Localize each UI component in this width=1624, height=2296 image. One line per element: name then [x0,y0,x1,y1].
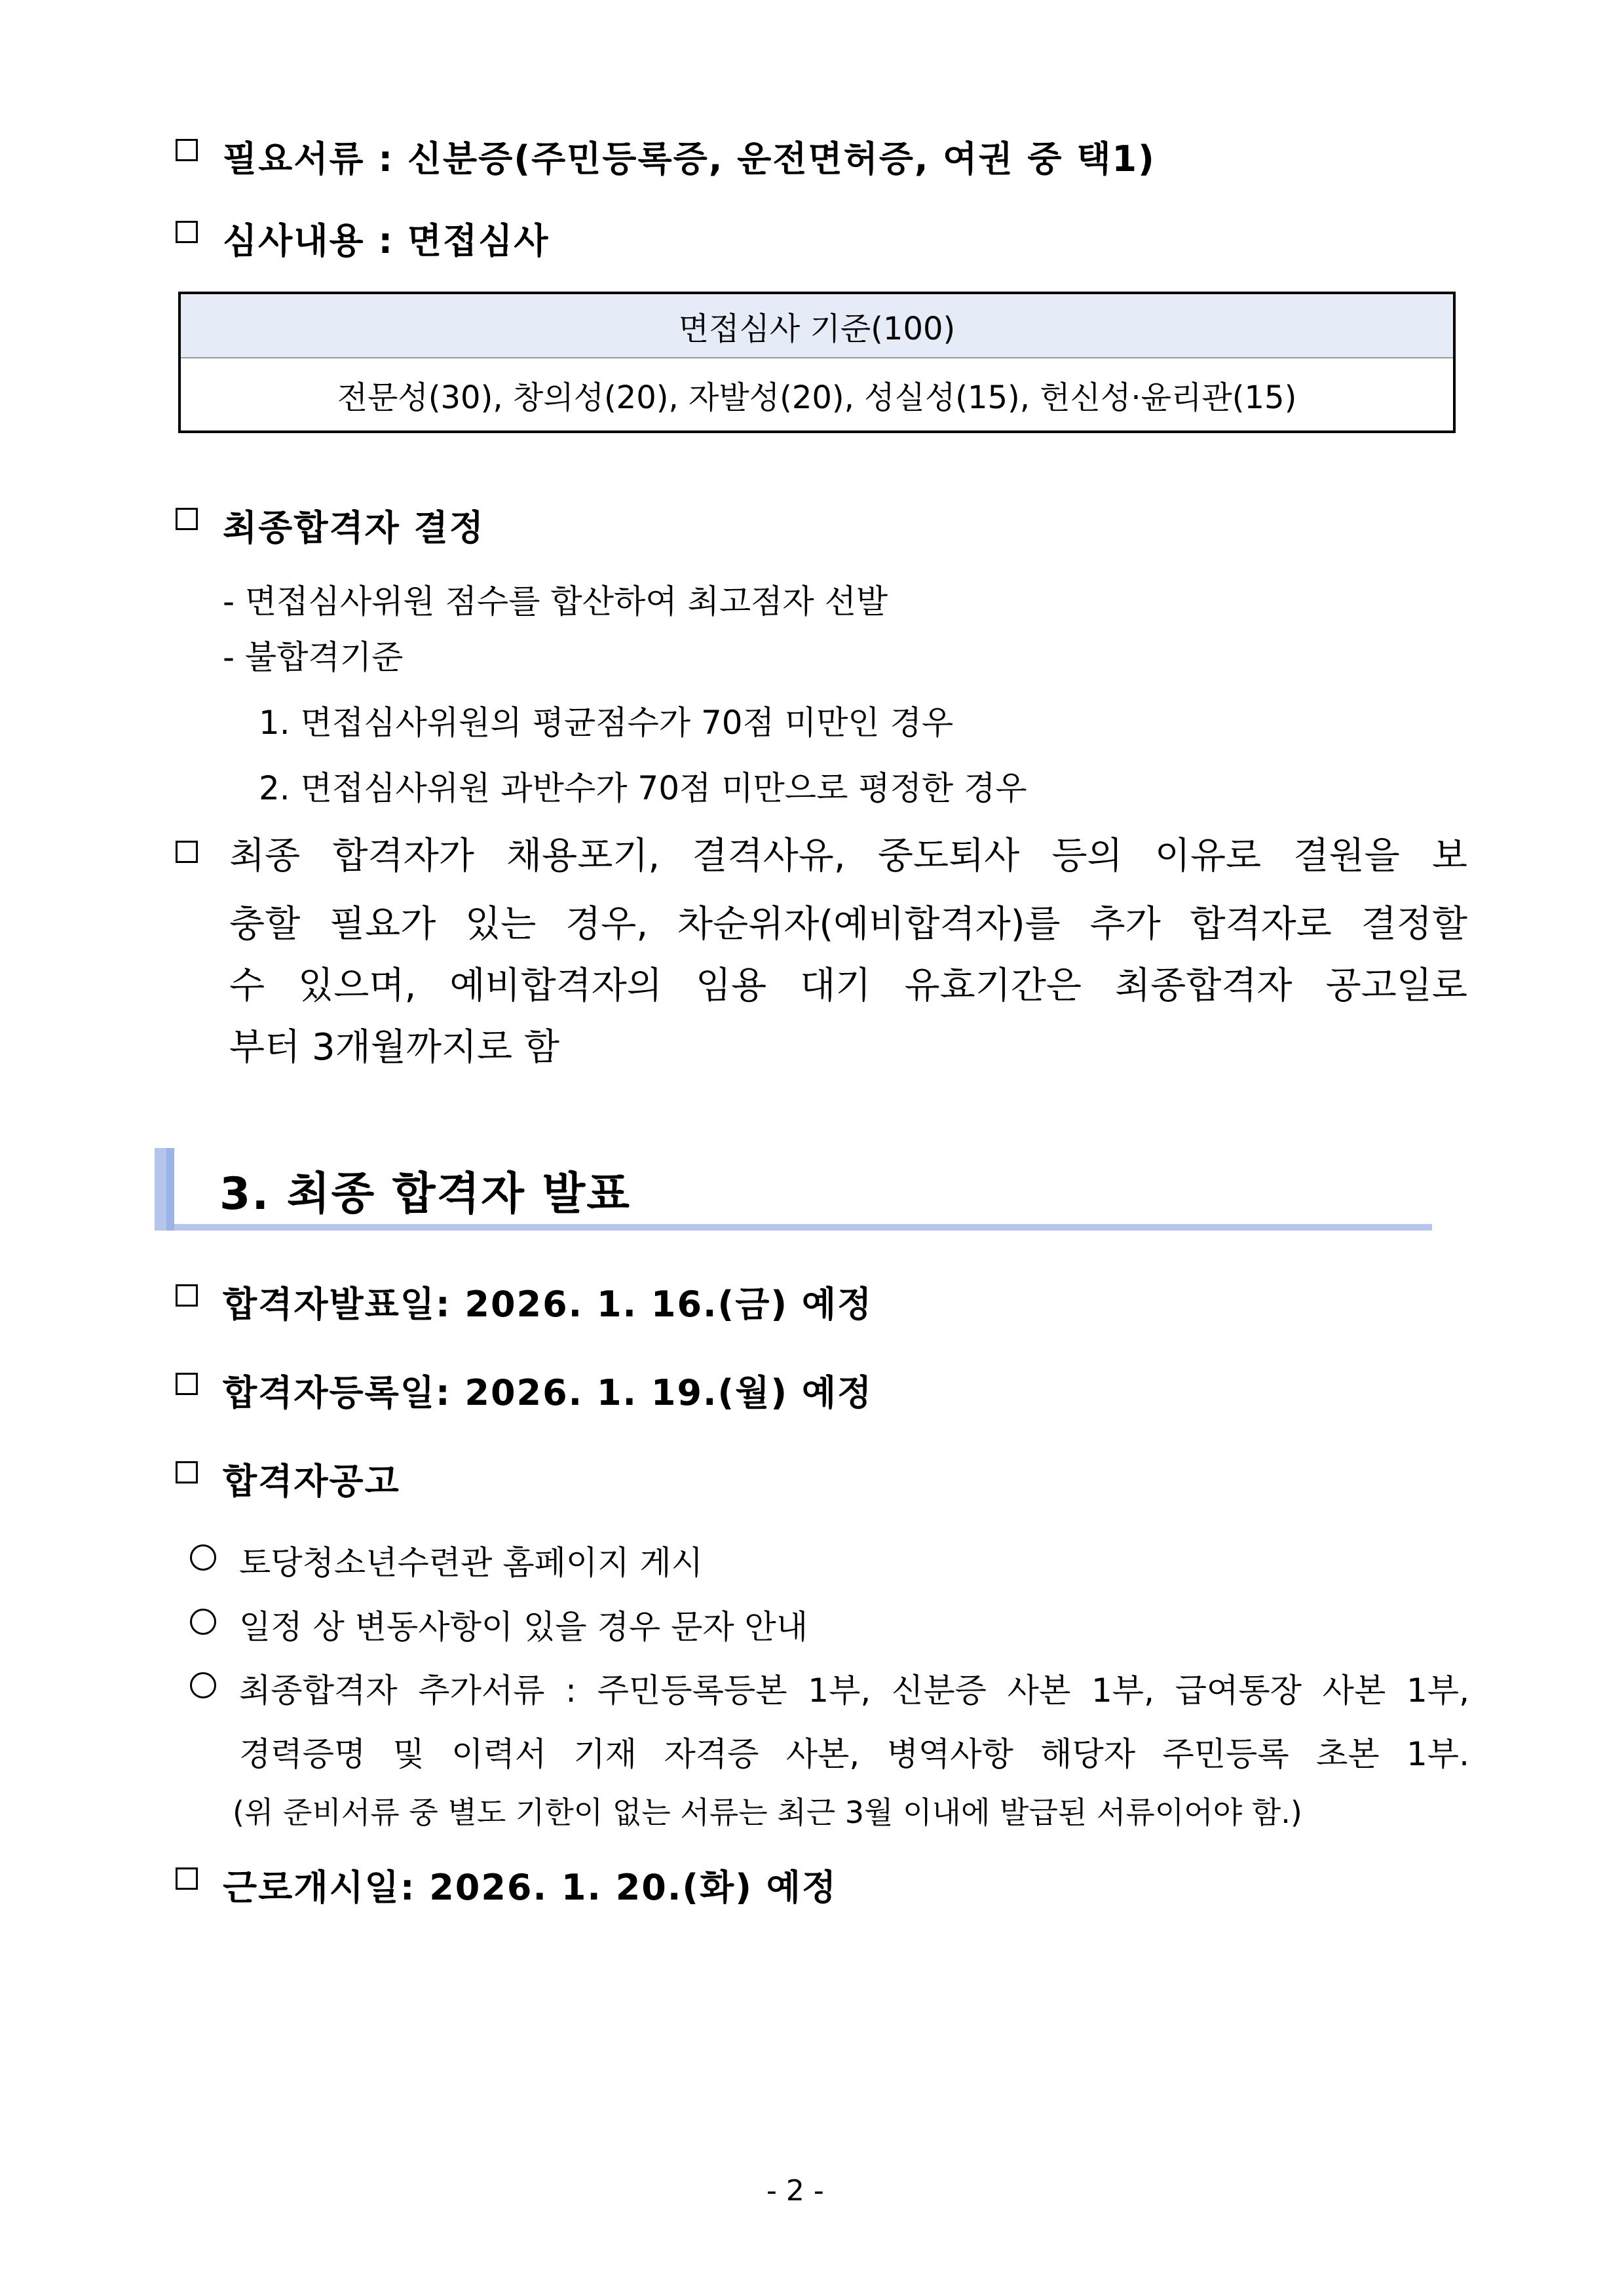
announcement-date-text: 합격자발표일: 2026. 1. 16.(금) 예정 [223,1284,873,1325]
checkbox-square-icon [176,1867,198,1890]
circle-bullet-icon [190,1672,216,1698]
checkbox-square-icon [176,841,198,863]
notice-item-3-line-3: (위 준비서류 중 별도 기한이 없는 서류는 최근 3월 이내에 발급된 서류이어야 함.) [233,1795,1302,1830]
section-accent-bar-inner [166,1148,174,1231]
final-decision-line-1: - 면접심사위원 점수를 합산하여 최고점자 선발 [223,583,888,621]
review-content-text: 심사내용 : 면접심사 [223,220,550,261]
checkbox-square-icon [176,1284,198,1307]
final-decision-heading: 최종합격자 결정 [223,507,485,548]
section-3-title: 3. 최종 합격자 발표 [219,1168,631,1220]
notice-item-2: 일정 상 변동사항이 있을 경우 문자 안내 [239,1608,808,1646]
interview-criteria-table [178,292,1456,433]
checkbox-square-icon [176,139,198,161]
notice-item-1: 토당청소년수련관 홈페이지 게시 [239,1544,703,1582]
circle-bullet-icon [190,1544,216,1571]
checkbox-square-icon [176,221,198,243]
page-number: - 2 - [766,2174,824,2208]
final-decision-line-3: 1. 면접심사위원의 평균점수가 70점 미만인 경우 [259,704,954,742]
final-decision-line-2: - 불합격기준 [223,638,404,676]
required-documents-text: 필요서류 : 신분증(주민등록증, 운전면허증, 여권 중 택1) [223,138,1156,180]
substitute-line-3: 수 있으며, 예비합격자의 임용 대기 유효기간은 최종합격자 공고일로 [229,965,1467,1007]
checkbox-square-icon [176,1461,198,1483]
checkbox-square-icon [176,508,198,530]
substitute-line-2: 충할 필요가 있는 경우, 차순위자(예비합격자)를 추가 합격자로 결정할 [229,903,1467,946]
circle-bullet-icon [190,1609,216,1635]
checkbox-square-icon [176,1373,198,1395]
start-date-text: 근로개시일: 2026. 1. 20.(화) 예정 [223,1867,838,1908]
substitute-line-1: 최종 합격자가 채용포기, 결격사유, 중도퇴사 등의 이유로 결원을 보 [229,835,1467,877]
section-underline [174,1224,1432,1231]
notice-item-3-line-1: 최종합격자 추가서류 : 주민등록등본 1부, 신분증 사본 1부, 급여통장 사본 1부, [239,1672,1469,1710]
notice-item-3-line-2: 경력증명 및 이력서 기재 자격증 사본, 병역사항 해당자 주민등록 초본 1부. [239,1735,1469,1773]
substitute-line-4: 부터 3개월까지로 함 [229,1026,559,1069]
final-decision-line-4: 2. 면접심사위원 과반수가 70점 미만으로 평정한 경우 [259,769,1027,807]
notice-heading: 합격자공고 [223,1461,400,1502]
criteria-table-header: 면접심사 기준(100) [181,294,1453,358]
registration-date-text: 합격자등록일: 2026. 1. 19.(월) 예정 [223,1372,873,1413]
criteria-table-items: 전문성(30), 창의성(20), 자발성(20), 성실성(15), 헌신성·윤리관(15) [337,379,1297,416]
